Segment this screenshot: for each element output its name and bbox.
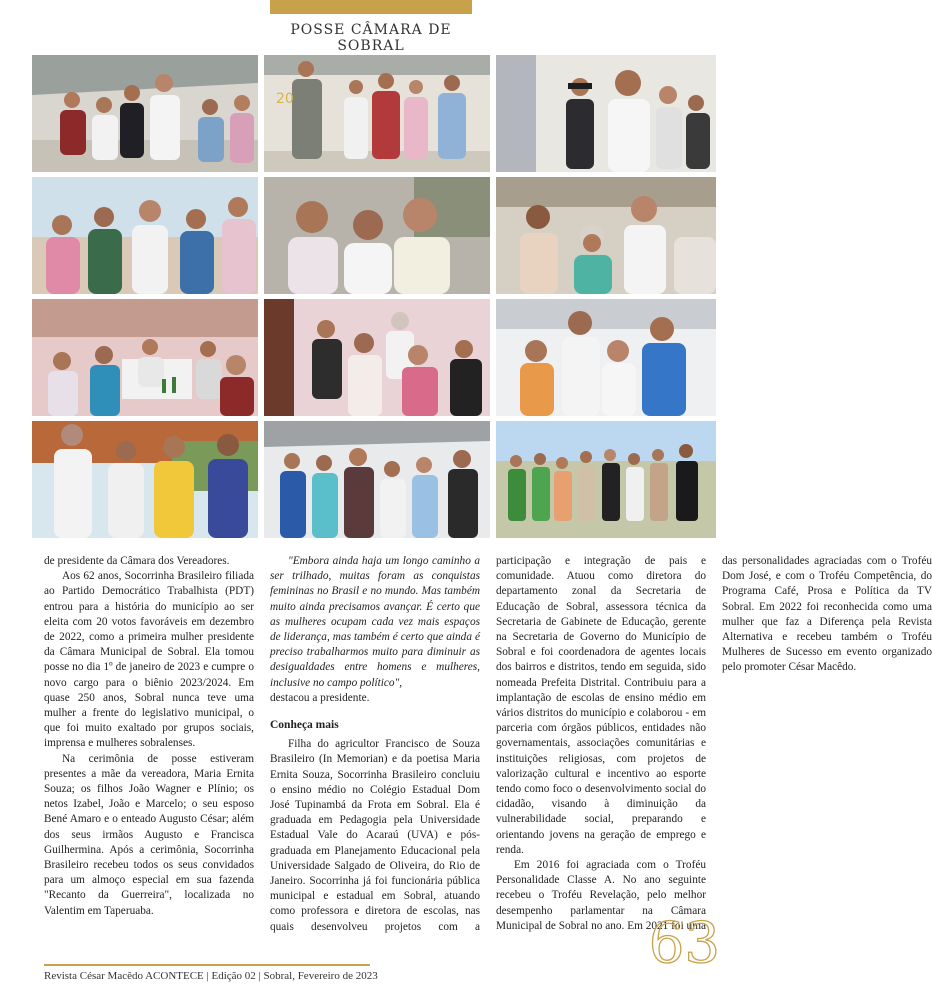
photo-guests-seated (264, 299, 490, 416)
article-paragraph: de presidente da Câmara dos Vereadores. (44, 555, 230, 567)
section-title: POSSE CÂMARA DE SOBRAL (290, 22, 452, 54)
article-paragraph: Filha do agricultor Francisco de Souza Brasileiro (In Memorian) e da poetisa Maria Ernita Souza, Socorrinha Brasileiro concluiu o ensino médio no Colégio Estadual Dom José Tupinambá da Frota em Sobral. Ela é graduada em Pedagogia pela Universidade Estadual Vale do Acaraú (UVA) e pós-graduada em Planejamento Educacional pela Universidade Salgado de Oliveira, do Rio de Janeiro. Socorrinha já foi funcionária pública municipal e estadual em Sobral, atuando como professora e diretora de escolas, nas quais desenvolveu projetos com a participação e integração de pais e comunidade. Atuou como diretora do departamento zonal da Secretaria de Educação de Sobral, assessora técnica da Secretaria de Gabinete de Educação, gerente na Secretaria de Governo do Município de Sobral e foi coordenadora de agentes locais dos bairros e distritos, tendo em seguida, sido nomeada Prefeita Distrital. Contribuiu para a implantação de escolas de ensino médio em vários distritos do município e colaborou - em parceria com órgãos públicos, entidades não governamentais, associações comunitárias e instituições religiosas, com projetos de valorização cultural e incentivo ao esporte tendo como foco o desenvolvimento social do cidadão, visando à diminuição da vulnerabilidade social, preparando e orientando jovens na geração de emprego e renda. (270, 555, 706, 933)
photo-grid (32, 55, 716, 540)
article-paragraph: Em 2016 foi agraciada com o Troféu Personalidade Classe A. No ano seguinte recebeu o Troféu Revelação, pelo melhor desempenho parlamentar na Câmara Municipal de Sobral no ano. Em 2021 foi uma das personalidades agraciadas com o Troféu Dom José, e com o Troféu Competência, do Programa Café, Prosa e Política da TV Sobral. Em 2022 foi reconhecida como uma mulher que faz a Diferença pela Revista Alternativa e recebeu também o Troféu Mulheres de Sucesso em evento organizado pelo promoter César Macêdo. (496, 555, 932, 932)
photo-women-greeting (32, 177, 258, 294)
photo-luncheon-table (32, 299, 258, 416)
article-paragraph: destacou a presidente. (270, 691, 370, 704)
footer-text: Revista César Macêdo ACONTECE | Edição 02 | Sobral, Fevereiro de 2023 (44, 970, 378, 982)
footer-rule (44, 964, 370, 966)
photo-family-group (264, 421, 490, 538)
header-accent-bar (270, 0, 472, 14)
svg-text:20: 20 (276, 91, 294, 107)
photo-speaker-with-microphone (496, 55, 716, 172)
page-number: 63 (648, 911, 720, 976)
article-paragraph: Na cerimônia de posse estiveram presentes a mãe da vereadora, Maria Ernita Souza; os filhos João Wagner e Plínio; os netos Izabel, João e Marcelo; o seu esposo Bené Amaro e o enteado Augusto César; além dos seus irmãos Augusto e Francisca Guilhermina. Após a cerimônia, Socorrinha Brasileiro recebeu todos os seus convidados para um almoço especial em sua fazenda "Recanto da Guerreira", localizada no Valentim em Taperuaba. (44, 752, 254, 917)
photo-large-group-field (496, 421, 716, 538)
article-subheading: Conheça mais (270, 719, 339, 732)
article-quote: "Embora ainda haja um longo caminho a ser trilhado, muitas foram as conquistas femininas no Brasil e no mundo. Mas também muito ainda precisamos avançar. É certo que as mulheres ocupam cada vez mais espaços de liderança, mas também é certo que ainda é preciso trabalharmos muito para diminuir as desigualdades entre homens e mulheres, inclusive no campo político", (270, 555, 480, 689)
photo-ceremony-stage-group (264, 55, 490, 172)
photo-ceremony-stage-speaker (32, 55, 258, 172)
photo-elderly-woman-hug (496, 177, 716, 294)
article-paragraph: Aos 62 anos, Socorrinha Brasileiro filiada ao Partido Democrático Trabalhista (PDT) entrou para a história do município ao ser eleita com 20 votos favoráveis em dezembro de 2022, como a primeira mulher presidente da Câmara Municipal de Sobral. Ela tomou posse no dia 1º de janeiro de 2023 e cumpre o novo cargo para o biênio 2023/2024. Em quase 250 anos, Sobral nunca teve uma mulher a frente do legislativo municipal, o que foi muito exaltado por grupos sociais, imprensa e mulheres sobralenses. (44, 570, 254, 750)
photo-men-and-women-group (496, 299, 716, 416)
photo-group-outdoors (32, 421, 258, 538)
photo-women-group-smiling (264, 177, 490, 294)
